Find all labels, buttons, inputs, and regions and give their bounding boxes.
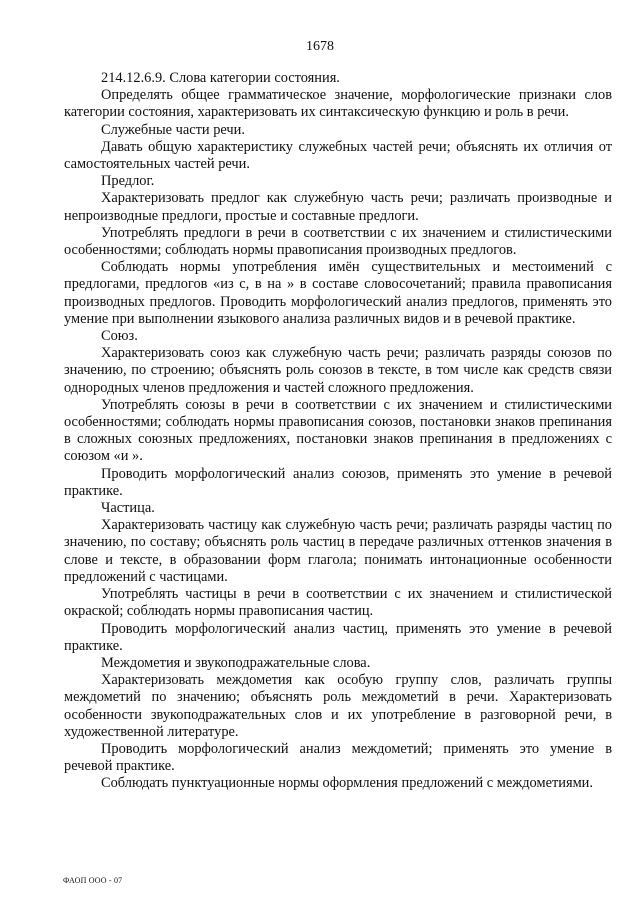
subsection-heading: Частица.: [101, 500, 155, 517]
subsection-heading: Союз.: [101, 328, 138, 345]
paragraph: Характеризовать частицу как служебную часть речи; различать разряды частиц по значению, по составу; объяснять роль частиц в передаче различных оттенков значения в слове и тексте, в образовании форм глагола; понимать интонационные особенности предложений с частицами.: [64, 517, 612, 585]
paragraph: Соблюдать пунктуационные нормы оформления предложений с междометиями.: [101, 775, 593, 792]
paragraph: Характеризовать предлог как служебную часть речи; различать производные и непроизводные предлоги, простые и составные предлоги.: [64, 190, 612, 224]
subsection-heading: Предлог.: [101, 173, 155, 190]
subsection-heading: Междометия и звукоподражательные слова.: [101, 654, 371, 671]
paragraph: Определять общее грамматическое значение, морфологические признаки слов категории состояния, характеризовать их синтаксическую функцию и роль в речи.: [64, 87, 612, 121]
paragraph: Характеризовать союз как служебную часть речи; различать разряды союзов по значению, по строению; объяснять роль союзов в тексте, в том числе как средств связи однородных членов предложения и частей сложного предложения.: [64, 345, 612, 396]
paragraph: Характеризовать междометия как особую группу слов, различать группы междометий по значению; объяснять роль междометий в речи. Характеризовать особенности звукоподражательных слов и их употребление в разговорной речи, в художественной литературе.: [64, 672, 612, 740]
paragraph: Давать общую характеристику служебных частей речи; объяснять их отличия от самостоятельных частей речи.: [64, 138, 612, 173]
paragraph: Проводить морфологический анализ междометий; применять это умение в речевой практике.: [64, 740, 612, 775]
subsection-heading: Служебные части речи.: [101, 121, 245, 138]
paragraph: Употреблять союзы в речи в соответствии с их значением и стилистическими особенностями; соблюдать нормы правописания союзов, постановки знаков препинания в сложных союзных предложениях, постановки знаков препинания в предложениях с союзом «и ».: [64, 396, 612, 465]
paragraph: Употреблять предлоги в речи в соответствии с их значением и стилистическими особенностями; соблюдать нормы правописания производных предлогов.: [64, 224, 612, 259]
paragraph: Соблюдать нормы употребления имён существительных и местоимений с предлогами, предлогов «из с, в на » в составе словосочетаний; правила правописания производных предлогов. Проводить морфологический анализ предлогов, применять это умение при выполнении языкового анализа различных видов и в речевой практике.: [64, 259, 612, 327]
paragraph: Проводить морфологический анализ частиц, применять это умение в речевой практике.: [64, 620, 612, 654]
section-heading: 214.12.6.9. Слова категории состояния.: [101, 70, 340, 86]
document-body: [64, 70, 612, 793]
paragraph: Проводить морфологический анализ союзов, применять это умение в речевой практике.: [64, 465, 612, 499]
paragraph: Употреблять частицы в речи в соответствии с их значением и стилистической окраской; соблюдать нормы правописания частиц.: [64, 586, 612, 620]
footer-code: ФАОП ООО - 07: [63, 876, 123, 885]
page-number: 1678: [306, 39, 334, 54]
